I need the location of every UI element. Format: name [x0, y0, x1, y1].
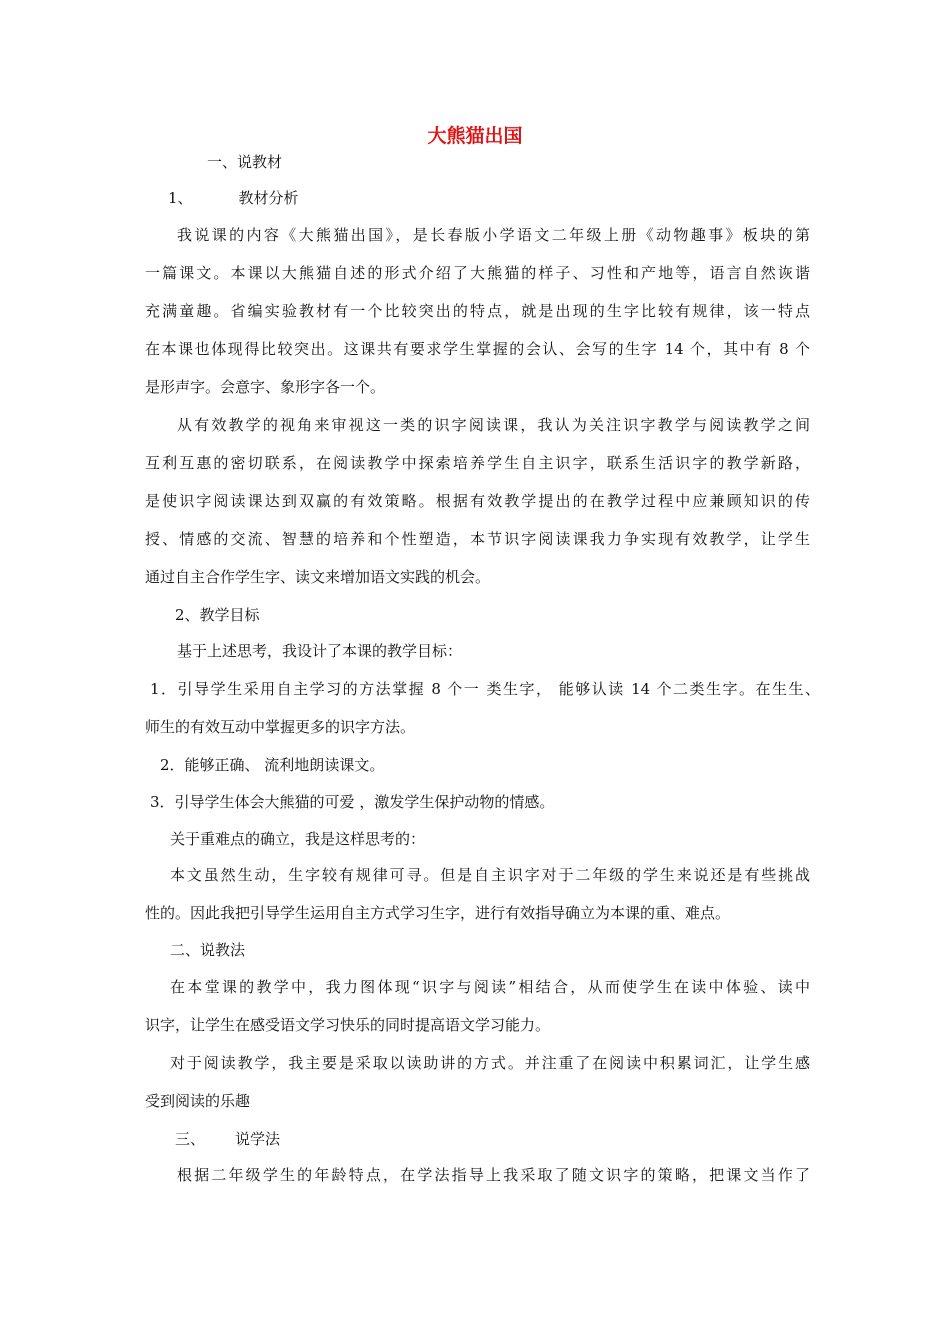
paragraph-line: 基于上述思考，我设计了本课的教学目标： — [177, 642, 463, 660]
section-title: 说学法 — [235, 1130, 281, 1148]
paragraph-line: 授、情感的交流、智慧的培养和个性塑造，本节识字阅读课我力争实现有效教学，让学生 — [145, 530, 810, 548]
paragraph-line: 本文虽然生动，生字较有规律可寻。但是自主识字对于二年级的学生来说还是有些挑战 — [170, 866, 810, 884]
paragraph-line: 是形声字。会意字、象形字各一个。 — [145, 378, 386, 396]
document-title: 大熊猫出国 — [427, 125, 523, 147]
goal-item-1-continued: 师生的有效互动中掌握更多的识字方法。 — [145, 718, 416, 736]
paragraph-line: 一篇课文。本课以大熊猫自述的形式介绍了大熊猫的样子、习性和产地等，语言自然诙谐 — [145, 264, 810, 282]
paragraph-line: 性的。因此我把引导学生运用自主方式学习生字，进行有效指导确立为本课的重、难点。 — [145, 904, 731, 922]
paragraph-line: 受到阅读的乐趣 — [145, 1092, 251, 1110]
subsection-number: 1、 — [168, 189, 193, 207]
paragraph-line: 在本课也体现得比较突出。这课共有要求学生掌握的会认、会写的生字 14 个，其中有 8 个 — [145, 340, 810, 358]
paragraph-line: 识字，让学生在感受语文学习快乐的同时提高语文学习能力。 — [145, 1016, 551, 1034]
goal-item-3: 3．引导学生体会大熊猫的可爱 ，激发学生保护动物的情感。 — [150, 793, 555, 811]
paragraph-line: 互利互惠的密切联系，在阅读教学中探索培养学生自主识字，联系生活识字的教学新路， — [145, 454, 810, 472]
paragraph-line: 关于重难点的确立，我是这样思考的： — [170, 830, 426, 848]
paragraph-line: 根据二年级学生的年龄特点，在学法指导上我采取了随文识字的策略，把课文当作了 — [177, 1166, 810, 1184]
section-number: 三、 — [175, 1130, 206, 1148]
section-heading-2: 二、说教法 — [170, 941, 246, 959]
goal-item-1: 1．引导学生采用自主学习的方法掌握 8 个一 类生字， 能够认读 14 个二类生字。在生生、 — [150, 680, 820, 698]
paragraph-line: 充满童趣。省编实验教材有一个比较突出的特点，就是出现的生字比较有规律，该一特点 — [145, 302, 810, 320]
paragraph-line: 是使识字阅读课达到双赢的有效策略。根据有效教学提出的在教学过程中应兼顾知识的传 — [145, 492, 810, 510]
subsection-title: 教材分析 — [238, 189, 299, 207]
paragraph-line: 对于阅读教学，我主要是采取以读助讲的方式。并注重了在阅读中积累词汇，让学生感 — [170, 1054, 810, 1072]
section-heading-3 — [175, 1128, 280, 1150]
paragraph-line: 从有效教学的视角来审视这一类的识字阅读课，我认为关注识字教学与阅读教学之间 — [177, 416, 810, 434]
goal-item-2: 2．能够正确、 流利地朗读课文。 — [160, 756, 385, 774]
paragraph-line: 通过自主合作学生字、读文来增加语文实践的机会。 — [145, 568, 491, 586]
subsection-heading-1-2: 2、教学目标 — [175, 606, 260, 624]
subsection-heading-1-1 — [168, 187, 299, 209]
paragraph-line: 在本堂课的教学中，我力图体现“识字与阅读”相结合，从而使学生在读中体验、读中 — [170, 978, 810, 996]
paragraph-line: 我说课的内容《大熊猫出国》，是长春版小学语文二年级上册《动物趣事》板块的第 — [177, 226, 810, 244]
section-heading-1: 一、说教材 — [207, 153, 283, 171]
